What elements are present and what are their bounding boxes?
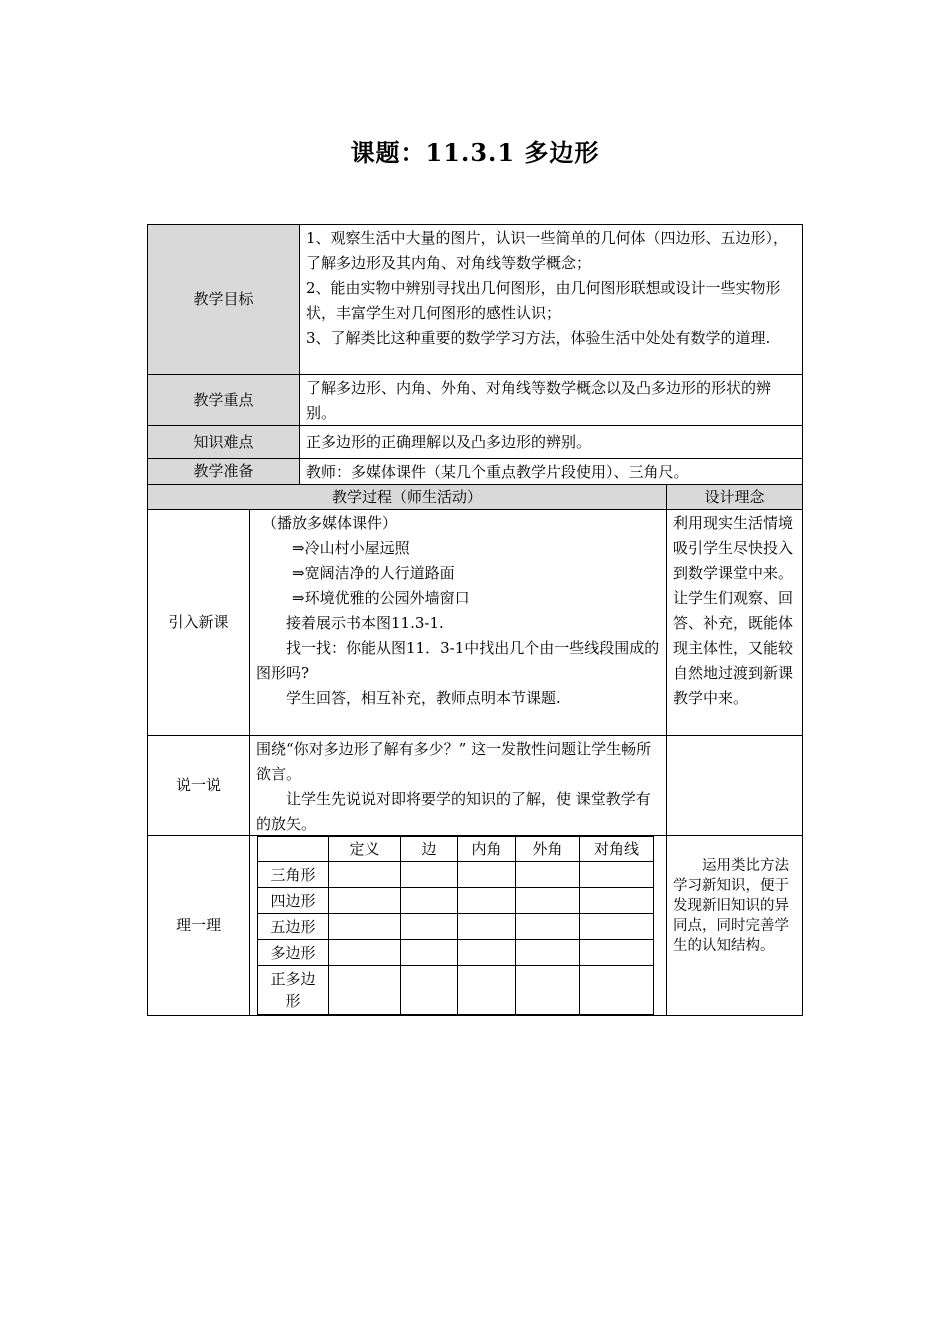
- process-header: 教学过程（师生活动）: [331, 487, 482, 506]
- organize-concept: 运用类比方法学习新知识，便于发现新旧知识的异同点，同时完善学生的认知结构。: [673, 858, 789, 954]
- key-points-text: 了解多边形、内角、外角、对角线等数学概念以及凸多边形的形状的辨别。: [306, 379, 772, 422]
- intro-concept-cell: [666, 509, 803, 736]
- preparation-text: 教师：多媒体课件（某几个重点教学片段使用）、三角尺。: [306, 463, 689, 481]
- intro-bullet-3: ⇒环境优雅的公园外墙窗口: [292, 589, 470, 607]
- concept-header-cell: [666, 484, 803, 510]
- objective-3: 3、了解类比这种重要的数学学习方法，体验生活中处处有数学的道理.: [306, 329, 771, 347]
- table-row: [258, 966, 654, 1015]
- difficulties-content-cell: [299, 425, 803, 459]
- table-row: [258, 888, 654, 914]
- header-cell: [258, 837, 329, 862]
- organize-concept-cell: [666, 835, 803, 1016]
- row-label: 四边形: [258, 888, 329, 914]
- table-cell: [401, 888, 458, 914]
- table-cell: [516, 914, 580, 940]
- difficulties-label: 知识难点: [193, 432, 254, 451]
- table-cell: [401, 966, 458, 1015]
- table-row: [258, 914, 654, 940]
- preparation-label: 教学准备: [193, 462, 254, 480]
- intro-line-1: （播放多媒体课件）: [262, 514, 398, 532]
- intro-label-cell: [147, 509, 250, 736]
- organize-label: 理一理: [175, 916, 221, 934]
- table-cell: [458, 966, 516, 1015]
- table-row: [258, 862, 654, 888]
- key-points-label-cell: [147, 374, 300, 426]
- key-points-label: 教学重点: [193, 390, 254, 409]
- row-label: 正多边形: [258, 966, 329, 1015]
- table-cell: [458, 914, 516, 940]
- process-header-cell: [147, 484, 667, 510]
- table-cell: [458, 940, 516, 966]
- discuss-label: 说一说: [175, 776, 221, 794]
- difficulties-text: 正多边形的正确理解以及凸多边形的辨别。: [306, 433, 592, 451]
- discuss-line-2: 让学生先说说对即将要学的知识的了解，使 课堂教学有的放矢。: [256, 790, 651, 833]
- header-cell: 定义: [329, 837, 401, 862]
- intro-bullet-2: ⇒宽阔洁净的人行道路面: [292, 564, 455, 582]
- intro-concept: 利用现实生活情境吸引学生尽快投入到数学课堂中来。让学生们观察、回答、补充，既能体现主体性，又能较自然地过渡到新课教学中来。: [673, 514, 794, 707]
- objectives-label: 教学目标: [193, 290, 254, 308]
- row-label: 三角形: [258, 862, 329, 888]
- table-cell: [329, 914, 401, 940]
- discuss-label-cell: [147, 735, 250, 836]
- table-cell: [458, 862, 516, 888]
- organize-label-cell: [147, 835, 250, 1016]
- table-row: [258, 940, 654, 966]
- discuss-concept-cell: [666, 735, 803, 836]
- table-cell: [329, 966, 401, 1015]
- table-cell: [329, 940, 401, 966]
- table-cell: [401, 914, 458, 940]
- table-cell: [401, 940, 458, 966]
- preparation-content-cell: [299, 458, 803, 485]
- header-cell: 对角线: [580, 837, 654, 862]
- objectives-content-cell: [299, 224, 803, 375]
- key-points-content-cell: [299, 374, 803, 426]
- intro-line-5: 接着展示书本图11.3-1.: [286, 614, 444, 632]
- objectives-label-cell: [147, 224, 300, 375]
- table-cell: [580, 888, 654, 914]
- intro-line-7: 学生回答，相互补充，教师点明本节课题.: [286, 689, 561, 707]
- concept-header: 设计理念: [704, 487, 765, 506]
- discuss-content-cell: [249, 735, 667, 836]
- table-cell: [580, 914, 654, 940]
- header-cell: 外角: [516, 837, 580, 862]
- page-title: 课题：11.3.1 多边形: [350, 138, 600, 167]
- objective-1: 1、观察生活中大量的图片，认识一些简单的几何体（四边形、五边形），了解多边形及其内角、对角线等数学概念；: [306, 229, 789, 272]
- row-label: 多边形: [258, 940, 329, 966]
- difficulties-label-cell: [147, 425, 300, 459]
- table-cell: [458, 888, 516, 914]
- table-cell: [580, 862, 654, 888]
- header-cell: 内角: [458, 837, 516, 862]
- table-cell: [401, 862, 458, 888]
- header-cell: 边: [401, 837, 458, 862]
- table-cell: [580, 940, 654, 966]
- intro-label: 引入新课: [168, 613, 229, 631]
- intro-content-cell: [249, 509, 667, 736]
- table-header-row: [258, 837, 654, 862]
- table-cell: [580, 966, 654, 1015]
- table-cell: [516, 966, 580, 1015]
- row-label: 五边形: [258, 914, 329, 940]
- intro-bullet-1: ⇒冷山村小屋远照: [292, 539, 410, 557]
- polygon-comparison-table: [257, 836, 654, 1015]
- discuss-line-1: 围绕“你对多边形了解有多少？” 这一发散性问题让学生畅所欲言。: [256, 740, 652, 783]
- preparation-label-cell: [147, 458, 300, 485]
- table-cell: [329, 862, 401, 888]
- table-cell: [516, 940, 580, 966]
- objective-2: 2、能由实物中辨别寻找出几何图形，由几何图形联想或设计一些实物形状，丰富学生对几何图形的感性认识；: [306, 279, 781, 322]
- table-cell: [329, 888, 401, 914]
- table-cell: [516, 862, 580, 888]
- table-cell: [516, 888, 580, 914]
- intro-line-6: 找一找：你能从图11．3-1中找出几个由一些线段围成的图形吗?: [256, 639, 660, 682]
